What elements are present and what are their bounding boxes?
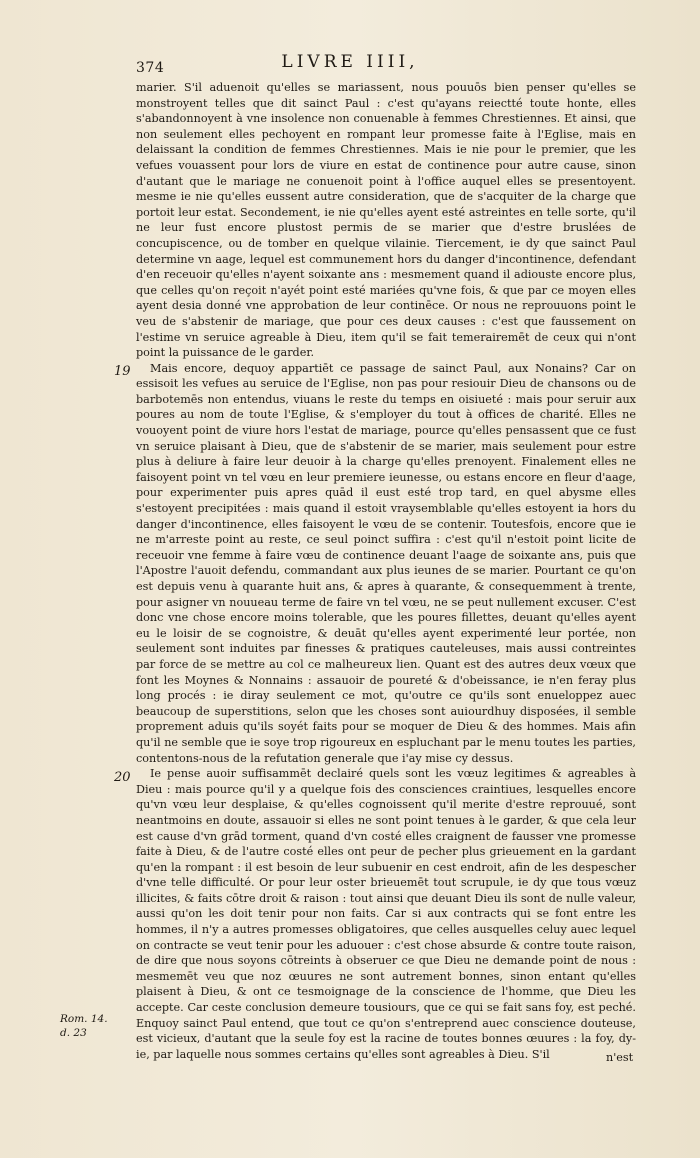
section-number: 20	[114, 770, 131, 785]
paragraph: Mais encore, dequoy appartiēt ce passage de sainct Paul, aux Nonains? Car on essisoit les vefues au seruice de l'Eglise, non pas pour resiouir Dieu de chansons ou de barbotemēs non entendus, viuans le reste du temps en oisiueté : mais pour seruir aux poures au nom de toute l'Eglise, & s'employer du tout à offices de charité. Elles ne vouoyent point de viure hors l'estat de mariage, pource qu'elles pensassent que ce fust vn seruice plaisant à Dieu, que de s'abstenir de se marier, mais seulement pour estre plus à deliure à faire leur deuoir à la charge qu'elles prenoyent. Finalement elles ne faisoyent point vn tel vœu en leur premiere ieunesse, ou estans encore en fleur d'aage, pour experimenter puis apres quād il eust esté trop tard, en quel abysme elles s'estoyent precipitées : mais quand il estoit vraysemblable qu'elles estoyent ia hors du danger d'incontinence, elles faisoyent le vœu de se contenir. Toutesfois, encore que ie ne m'arreste point au reste, ce seul poinct suffira : c'est qu'il n'estoit point licite de receuoir vne femme à faire vœu de continence deuant l'aage de soixante ans, puis que l'Apostre l'auoit defendu, commandant aux plus ieunes de se marier. Pourtant ce qu'on est depuis venu à quarante huit ans, & apres à quarante, & consequemment à trente, pour asigner vn nouueau terme de faire vn tel vœu, ne se peut nullement excuser. C'est donc vne chose encore moins tolerable, que les poures fillettes, deuant qu'elles ayent eu le loisir de se cognoistre, & deuāt qu'elles ayent experimenté leur portée, non seulement sont induites par finesses & pratiques cauteleuses, mais aussi contreintes par force de se mettre au col ce malheureux lien. Quant est des autres deux vœux que font les Moynes & Nonnains : assauoir de poureté & d'obeissance, ie n'en feray plus long procés : ie diray seulement ce mot, qu'outre ce qu'ils sont enueloppez auec beaucoup de superstitions, selon que les choses sont auiourdhuy disposées, il semble proprement aduis qu'ils soyét faits pour se moquer de Dieu & des hommes. Mais afin qu'il ne semble que ie soye trop rigoureux en espluchant par le menu toutes les parties, contentons-nous de la refutation generale que i'ay mise cy dessus.	[136, 361, 636, 765]
paragraph: marier. S'il aduenoit qu'elles se mariassent, nous pouuōs bien penser qu'elles se monstroyent telles que dit sainct Paul : c'est qu'ayans reiectté toute honte, elles s'abandonnoyent à vne insolence non conuenable à femmes Chrestiennes. Et ainsi, que non seulement elles pechoyent en rompant leur promesse faite à l'Eglise, mais en delaissant la condition de femmes Chrestiennes. Mais ie nie pour le premier, que les vefues vouassent pour lors de viure en estat de continence pour autre cause, sinon d'autant que le mariage ne conuenoit point à l'office auquel elles se presentoyent. mesme ie nie qu'elles eussent autre consideration, que de s'acquiter de la charge que portoit leur estat. Secondement, ie nie qu'elles ayent esté astreintes en telle sorte, qu'il ne leur fust encore plustost permis de se marier que d'estre bruslées de concupiscence, ou de tomber en quelque vilainie. Tiercement, ie dy que sainct Paul determine vn aage, lequel est communement hors du danger d'incontinence, defendant d'en receuoir qu'elles n'ayent soixante ans : mesmement quand il adiouste encore plus, que celles qu'on reçoit n'ayét point esté mariées qu'vne fois, & que par ce moyen elles ayent desia donné vne approbation de leur continēce. Or nous ne reprouuons point le veu de s'abstenir de mariage, que pour ces deux causes : c'est que faussement on l'estime vn seruice agreable à Dieu, item qu'il se fait temerairemēt de ceux qui n'ont point la puissance de le garder.	[136, 81, 636, 360]
paragraph: Ie pense auoir suffisammēt declairé quels sont les vœuz legitimes & agreables à Dieu : mais pource qu'il y a quelque fois des consciences craintiues, lesquelles encore qu'vn vœu leur desplaise, & qu'elles cognoissent qu'il merite d'estre reprouué, sont neantmoins en doute, assauoir si elles ne sont point tenues à le garder, & que cela leur est cause d'vn grād torment, quand d'vn costé elles craignent de fausser vne promesse faite à Dieu, & de l'autre costé elles ont peur de pecher plus grieuement en la gardant qu'en la rompant : il est besoin de leur subuenir en cest endroit, afin de les despescher d'vne telle difficulté. Or pour leur oster brieuemēt tout scrupule, ie dy que tous vœuz illicites, & faits cōtre droit & raison : tout ainsi que deuant Dieu ils sont de nulle valeur, aussi qu'on les doit tenir pour non faits. Car si aux contracts qui se font entre les hommes, il n'y a autres promesses obligatoires, que celles ausquelles celuy auec lequel on contracte se veut tenir pour les aduouer : c'est chose absurde & contre toute raison, de dire que nous soyons cōtreints à obseruer ce que Dieu ne demande point de nous : mesmemēt veu que noz œuures ne sont autrement bonnes, sinon entant qu'elles plaisent à Dieu, & ont ce tesmoignage de la conscience de l'homme, que Dieu les accepte. Car ceste conclusion demeure tousiours, que ce qui se fait sans foy, est peché. Enquoy sainct Paul entend, que tout ce qu'on s'entreprend auec conscience douteuse, est vicieux, d'autant que la seule foy est la racine de toutes bonnes œuures : la foy, dy-ie, par laquelle nous sommes certains qu'elles sont agreables à Dieu. S'il	[136, 767, 636, 1061]
section-number: 19	[114, 364, 131, 379]
catchword: n'est	[606, 1051, 634, 1064]
margin-note: Rom. 14. d. 23	[60, 1013, 108, 1039]
page-number: 374	[136, 60, 165, 76]
body-text	[136, 80, 636, 1062]
running-head: LIVRE IIII,	[281, 52, 419, 72]
